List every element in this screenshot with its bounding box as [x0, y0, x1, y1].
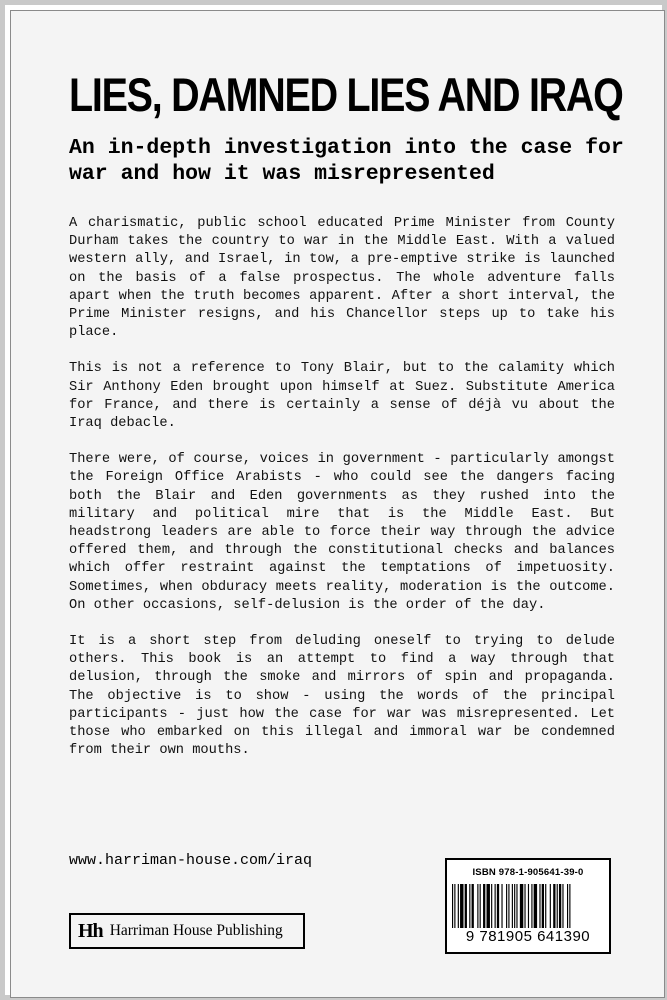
- barcode-bar: [460, 884, 463, 928]
- barcode-bar: [458, 884, 459, 928]
- barcode-bar: [469, 884, 470, 928]
- barcode-bar: [557, 884, 558, 928]
- barcode-bar: [506, 884, 507, 928]
- blurb-paragraph: There were, of course, voices in government - particularly amongst the Foreign Office Arabists - who could see the dangers facing both the Blair and Eden governments as they rushed into the military and political mire that is the Middle East. But headstrong leaders are able to force their way through the advice offered them, and through the constitutional checks and balances which offer restraint against the temptations of impetuosity. Sometimes, when obduracy meets reality, moderation is the outcome. On other occasions, self-delusion is the order of the day.: [69, 452, 615, 613]
- barcode-bar: [477, 884, 478, 928]
- barcode-bar: [508, 884, 509, 928]
- barcode-bar: [454, 884, 455, 928]
- blurb-paragraph: A charismatic, public school educated Prime Minister from County Durham takes the country to war in the Middle East. With a valued western ally, and Israel, in tow, a pre-emptive strike is launched on the basis of a false prospectus. The whole adventure falls apart when the truth becomes apparent. After a short interval, the Prime Minister resigns, and his Chancellor steps up to take his place.: [69, 216, 615, 341]
- barcode-bar: [550, 884, 551, 928]
- barcode-bar: [545, 884, 546, 928]
- barcode-bar: [567, 884, 568, 928]
- book-title: LIES, DAMNED LIES AND IRAQ: [69, 68, 623, 121]
- barcode-bar: [514, 884, 515, 928]
- barcode-bar: [559, 884, 561, 928]
- blurb-paragraph: It is a short step from deluding oneself to trying to delude others. This book is an attempt to find a way through that delusion, through the smoke and mirrors of spin and propaganda. The objective is to show - using the words of the principal participants - just how the case for war was misrepresented. Let those who embarked on this illegal and immoral war be condemned from their own mouths.: [69, 634, 615, 759]
- publisher-name: Harriman House Publishing: [109, 922, 283, 939]
- barcode-bar: [516, 884, 517, 928]
- barcode-bar: [534, 884, 537, 928]
- barcode-bar: [562, 884, 563, 928]
- barcode-bar: [520, 884, 523, 928]
- barcode-bar: [512, 884, 513, 928]
- barcode-bar: [542, 884, 544, 928]
- barcode-bar: [569, 884, 570, 928]
- barcode-bar: [553, 884, 555, 928]
- barcode-icon: [452, 884, 604, 928]
- publisher-logo-box: [69, 913, 305, 949]
- barcode-bar: [465, 884, 467, 928]
- website-link[interactable]: www.harriman-house.com/iraq: [69, 852, 313, 869]
- publisher-logo-icon: Hh: [78, 919, 103, 942]
- barcode-bar: [501, 884, 502, 928]
- barcode-digits: 9 781905 641390: [465, 928, 591, 945]
- blurb: [69, 215, 615, 778]
- isbn-label: ISBN 978-1-905641-39-0: [472, 867, 584, 878]
- barcode-bar: [497, 884, 499, 928]
- barcode-bar: [495, 884, 496, 928]
- barcode-bar: [472, 884, 474, 928]
- barcode-bar: [480, 884, 481, 928]
- barcode-box: [445, 858, 611, 954]
- barcode-bar: [491, 884, 492, 928]
- barcode-bar: [524, 884, 525, 928]
- barcode-bar: [539, 884, 540, 928]
- barcode-bar: [528, 884, 529, 928]
- blurb-paragraph: This is not a reference to Tony Blair, but to the calamity which Sir Anthony Eden brought upon himself at Suez. Substitute America for France, and there is certainly a sense of déjà vu about the Iraq debacle.: [69, 361, 615, 432]
- barcode-bar: [487, 884, 490, 928]
- barcode-bar: [531, 884, 532, 928]
- barcode-bar: [483, 884, 485, 928]
- barcode-bar: [452, 884, 453, 928]
- book-subtitle: An in-depth investigation into the case for war and how it was misrepresented: [69, 136, 624, 186]
